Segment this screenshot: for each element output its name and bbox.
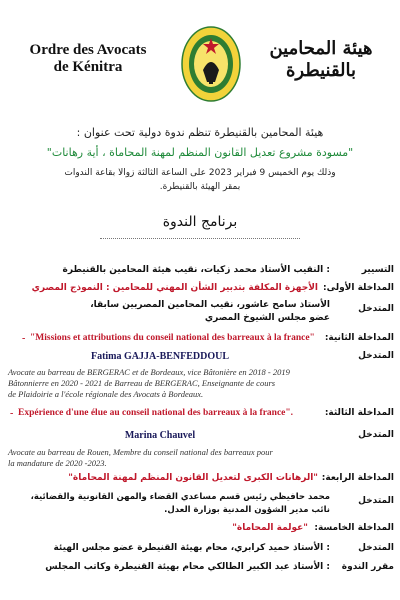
bar-association-logo	[181, 24, 241, 102]
speaker-3-bio	[8, 447, 308, 469]
moderator-label: التسيير	[361, 265, 394, 275]
intervention-2-title: "Missions et attributions du conseil national des barreaux à la france"	[30, 333, 315, 343]
speaker-4-line2: نائب مدير الشؤون المدنية بوزارة العدل.	[164, 505, 330, 515]
dash-mark: -	[22, 333, 26, 344]
speaker-2-label: المتدخل	[358, 351, 394, 361]
intro-date-line: وذلك يوم الخميس 9 فبراير 2023 على الساعة الثالثة زوالا بقاعة الندوات	[64, 168, 336, 178]
speaker-2-bio-line1: Avocate au barreau de BERGERAC et de Bordeaux, vice Bâtonière en 2018 - 2019	[8, 367, 290, 377]
speaker-3-bio-line1: Avocate au barreau de Rouen, Membre du conseil national des barreaux pour	[8, 447, 273, 457]
intro-line-1: هيئة المحامين بالقنيطرة تنظم ندوة دولية تحت عنوان :	[76, 126, 324, 139]
moderator-value: : النقيب الأستاذ محمد زكيات، نقيب هيئة المحامين بالقنيطرة	[62, 265, 330, 275]
intervention-2-label: المداخلة الثانية:	[324, 333, 394, 343]
divider	[100, 238, 300, 239]
speaker-3-bio-line2: la mandature de 2020 -2023.	[8, 458, 107, 468]
seminar-title: "مسودة مشروع تعديل القانون المنظم لمهنة المحاماة ، أية رهانات"	[46, 146, 354, 159]
speaker-3-name: Marina Chauvel	[124, 430, 196, 441]
intro-venue-line: بمقر الهيئة بالقنيطرة.	[159, 182, 241, 192]
rapporteur-label: مقرر الندوة	[341, 562, 394, 572]
org-name-arabic-line1: هيئة المحامين	[269, 38, 373, 59]
speaker-2-bio-line3: de Plaidoirie a l'école régionale des Avocats à Bordeaux.	[8, 389, 204, 399]
org-name-arabic-line2: بالقنيطرة	[285, 60, 357, 81]
intervention-5-label: المداخلة الخامسة:	[314, 523, 394, 533]
speaker-1-label: المتدخل	[358, 304, 394, 314]
speaker-2-bio-line2: Bâtonnierre en 2020 - 2021 de Barreau de BERGERAC, Enseignante de cours	[8, 378, 276, 388]
speaker-2-bio	[8, 367, 308, 400]
org-name-french	[18, 42, 158, 76]
intervention-4-title: "الرهانات الكبرى لتعديل القانون المنظم لمهنة المحاماة"	[68, 473, 318, 483]
speaker-4-line1: محمد حافيظي رئيس قسم مساعدي القضاء والمهن القانونية والقضائية،	[30, 492, 330, 502]
intervention-3-title: Expérience d'une élue au conseil national des barreaux à la france".	[18, 408, 294, 418]
speaker-1-line1: الأستاذ سامح عاشور، نقيب المحامين المصريين سابقا،	[90, 300, 330, 310]
speaker-5-label: المتدخل	[358, 543, 394, 553]
org-name-french-line1: Ordre des Avocats	[29, 42, 147, 58]
speaker-5-value: : الأستاذ حميد كرابري، محام بهيئة القنيطرة عضو مجلس الهيئة	[53, 543, 330, 553]
rapporteur-value: : الأستاذ عبد الكبير الطالكي محام بهيئة القنيطرة وكاتب المجلس	[45, 562, 330, 572]
speaker-4-label: المتدخل	[358, 496, 394, 506]
intervention-3-label: المداخلة الثالثة:	[324, 408, 394, 418]
speaker-1-line2: عضو مجلس الشيوخ المصري	[204, 313, 330, 323]
intervention-4-label: المداخلة الرابعة:	[321, 473, 394, 483]
intervention-5-title: "عولمة المحاماة"	[232, 523, 308, 533]
org-name-arabic	[262, 38, 380, 82]
intervention-1-label: المداخلة الأولى:	[323, 283, 394, 293]
intervention-1-title: الأجهزة المكلفة بتدبير الشأن المهني للمحامين : النموذج المصري	[31, 283, 318, 293]
org-name-french-line2: de Kénitra	[53, 59, 123, 75]
program-title: برنامج الندوة	[162, 214, 238, 230]
speaker-2-name: Fatima GAJJA-BENFEDDOUL	[90, 351, 230, 362]
dash-mark: -	[10, 408, 14, 419]
speaker-3-label: المتدخل	[358, 430, 394, 440]
